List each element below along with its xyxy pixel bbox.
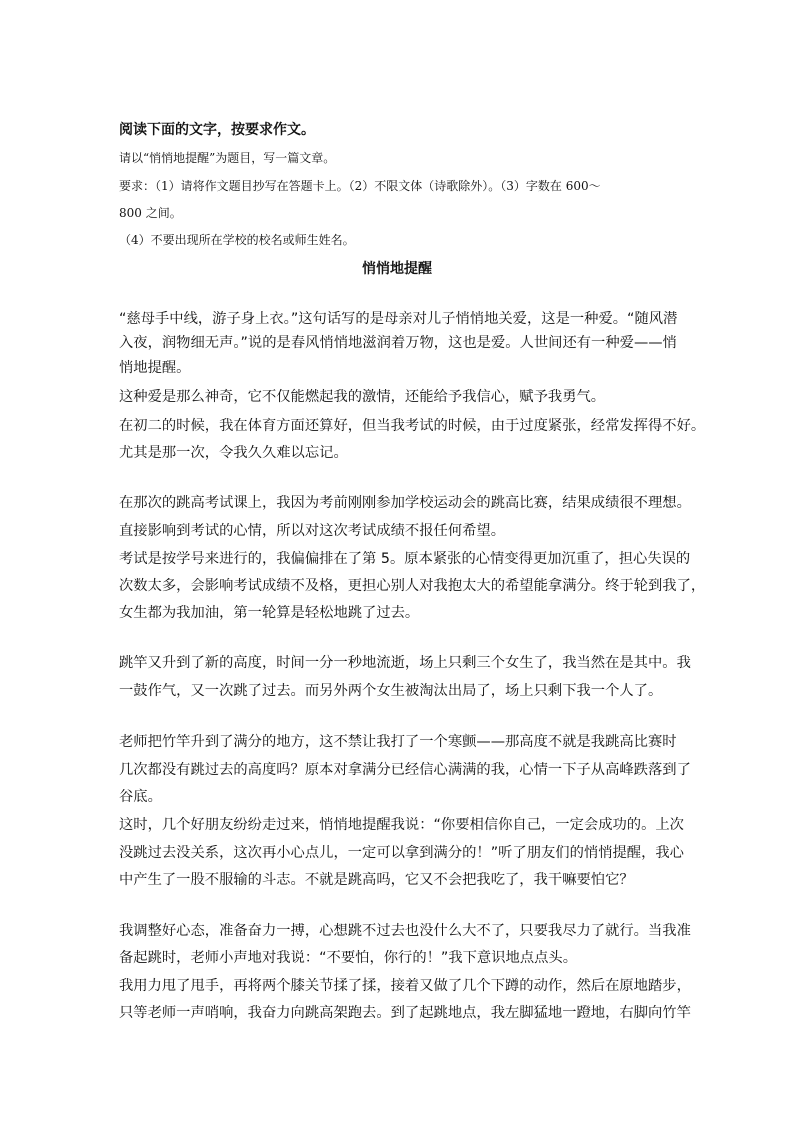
essay-line: 女生都为我加油，第一轮算是轻松地跳了过去。 [119,605,420,621]
essay-line: 在那次的跳高考试课上，我因为考前刚刚参加学校运动会的跳高比赛，结果成绩很不理想。 [119,495,691,511]
essay-line: “慈母手中线，游子身上衣。”这句话写的是母亲对儿子悄悄地关爱，这是一种爱。“随风潜 [119,311,678,327]
essay-prompt: 请以“悄悄地提醒”为题目，写一篇文章。 [119,151,336,165]
essay-line: 谷底。 [119,789,162,805]
essay-line: 次数太多，会影响考试成绩不及格，更担心别人对我抱太大的希望能拿满分。终于轮到我了， [119,578,706,594]
essay-line: 几次都没有跳过去的高度吗？原本对拿满分已经信心满满的我，心情一下子从高峰跌落到了 [119,762,691,778]
requirements-line-1-cont: 800 之间。 [119,206,182,220]
essay-line: 在初二的时候，我在体育方面还算好，但当我考试的时候，由于过度紧张，经常发挥得不好。 [119,418,706,434]
essay-line: 备起跳时，老师小声地对我说：“不要怕，你行的！”我下意识地点点头。 [119,950,578,966]
essay-line: 只等老师一声哨响，我奋力向跳高架跑去。到了起跳地点，我左脚猛地一蹬地，右脚向竹竿 [119,1005,691,1021]
essay-line: 老师把竹竿升到了满分的地方，这不禁让我打了一个寒颤——那高度不就是我跳高比赛时 [119,734,677,750]
essay-line: 这种爱是那么神奇，它不仅能燃起我的激情，还能给予我信心，赋予我勇气。 [119,389,606,405]
essay-line: 考试是按学号来进行的，我偏偏排在了第 5。原本紧张的心情变得更加沉重了，担心失误的 [119,551,691,567]
essay-line: 尤其是那一次，令我久久难以忘记。 [119,445,348,461]
essay-line: 我调整好心态，准备奋力一搏，心想跳不过去也没什么大不了，只要我尽力了就行。当我准 [119,923,691,939]
essay-line: 直接影响到考试的心情，所以对这次考试成绩不报任何希望。 [119,523,506,539]
essay-line: 一鼓作气，又一次跳了过去。而另外两个女生被淘汰出局了，场上只剩下我一个人了。 [119,683,663,699]
essay-line: 我用力甩了甩手，再将两个膝关节揉了揉，接着又做了几个下蹲的动作，然后在原地踏步， [119,978,691,994]
requirements-line-1: 要求：（1）请将作文题目抄写在答题卡上。（2）不限文体（诗歌除外）。（3）字数在 600～ [119,179,601,193]
essay-line: 这时，几个好朋友纷纷走过来，悄悄地提醒我说：“你要相信你自己，一定会成功的。上次 [119,817,684,833]
essay-line: 没跳过去没关系，这次再小心点儿，一定可以拿到满分的！”听了朋友们的悄悄提醒，我心 [119,845,684,861]
essay-line: 跳竿又升到了新的高度，时间一分一秒地流逝，场上只剩三个女生了，我当然在是其中。我 [119,655,691,671]
requirements-line-2: （4）不要出现所在学校的校名或师生姓名。 [119,233,355,247]
essay-line: 悄地提醒。 [119,360,191,376]
essay-title: 悄悄地提醒 [362,261,432,277]
essay-line: 入夜，润物细无声。”说的是春风悄悄地滋润着万物，这也是爱。人世间还有一种爱——悄 [119,335,677,351]
essay-line: 中产生了一股不服输的斗志。不就是跳高吗，它又不会把我吃了，我干嘛要怕它？ [119,872,634,888]
instructions-heading: 阅读下面的文字，按要求作文。 [119,122,315,138]
